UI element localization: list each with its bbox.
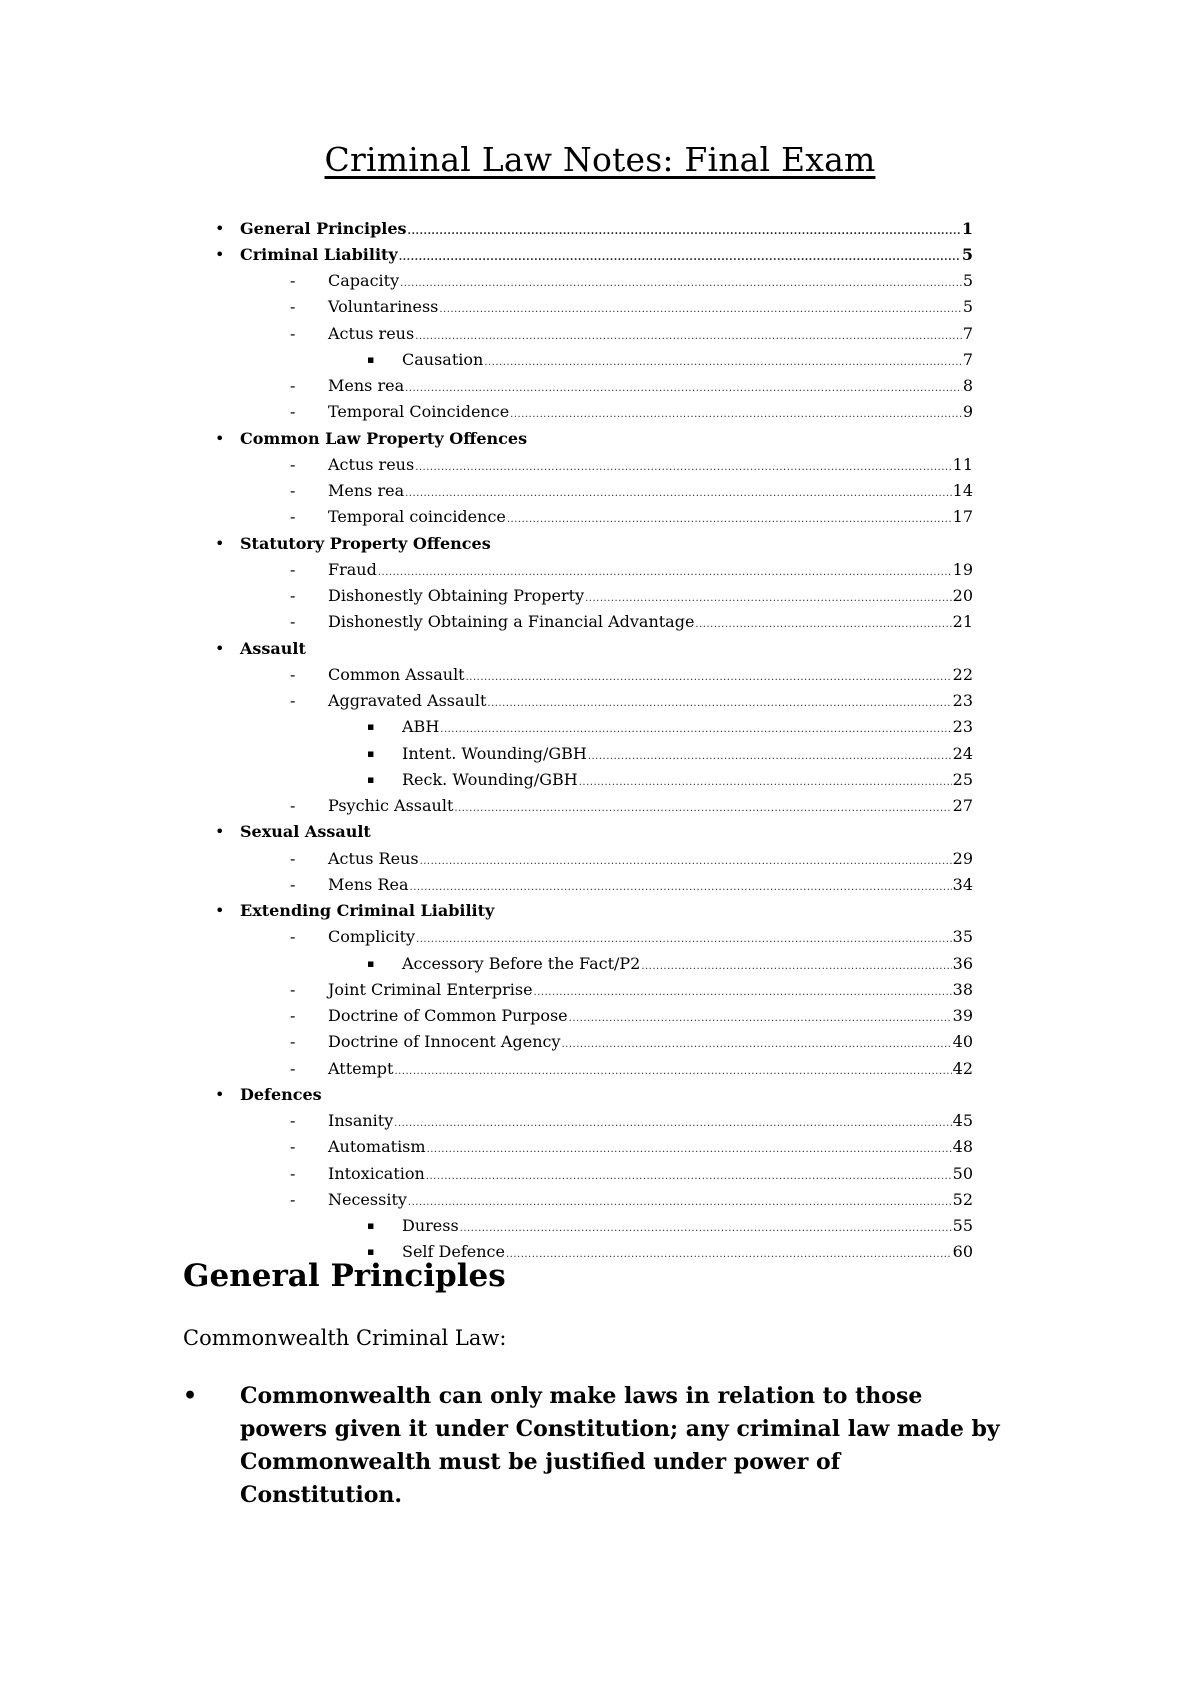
toc-page-number: 27: [952, 796, 973, 816]
toc-label: Doctrine of Common Purpose: [328, 1006, 568, 1026]
toc-entry: [402, 350, 973, 369]
toc-entry: [240, 245, 973, 264]
toc-subentry: [215, 583, 973, 609]
toc-entry: [240, 822, 973, 841]
toc-subsubentry: [215, 346, 973, 372]
toc-label: General Principles: [240, 218, 407, 238]
toc-heading-entry: [215, 1081, 973, 1107]
toc-marker: •: [215, 533, 225, 553]
toc-entry: [402, 1216, 973, 1235]
toc-dot-leader: [534, 987, 952, 998]
toc-label: Aggravated Assault: [328, 691, 487, 711]
toc-subentry: [215, 609, 973, 635]
toc-entry: [402, 744, 973, 763]
toc-page-number: 23: [952, 717, 973, 737]
toc-subentry: [215, 399, 973, 425]
toc-label: Fraud: [328, 559, 377, 579]
toc-subentry: [215, 556, 973, 582]
toc-entry: [328, 376, 973, 395]
toc-marker: ▪: [367, 772, 375, 786]
bullet-text: Commonwealth can only make laws in relation to those powers given it under Constitution; any criminal law made by Commonwealth must be justified under power of Constitution.: [240, 1383, 1000, 1508]
toc-label: Voluntariness: [328, 297, 439, 317]
toc-subentry: [215, 1003, 973, 1029]
toc-page-number: 25: [952, 769, 973, 789]
toc-dot-leader: [416, 934, 952, 945]
toc-marker: ▪: [367, 352, 375, 366]
toc-page-number: 24: [952, 743, 973, 763]
toc-entry: [328, 271, 973, 290]
toc-subentry: [215, 1160, 973, 1186]
toc-label: Statutory Property Offences: [240, 533, 491, 553]
section-heading: General Principles: [183, 1258, 506, 1294]
toc-label: Dishonestly Obtaining Property: [328, 586, 585, 606]
toc-marker: -: [290, 796, 296, 816]
toc-dot-leader: [408, 226, 961, 237]
toc-subentry: [215, 1186, 973, 1212]
toc-marker: -: [290, 271, 296, 291]
toc-heading-entry: [215, 241, 973, 267]
toc-heading-entry: [215, 635, 973, 661]
toc-dot-leader: [420, 856, 952, 867]
toc-label: Mens rea: [328, 376, 405, 396]
toc-label: Doctrine of Innocent Agency: [328, 1032, 561, 1052]
toc-page-number: 20: [952, 586, 973, 606]
toc-label: Intoxication: [328, 1163, 425, 1183]
toc-marker: -: [290, 402, 296, 422]
toc-page-number: 11: [952, 454, 973, 474]
toc-entry: [328, 324, 973, 343]
toc-page-number: 45: [952, 1111, 973, 1131]
toc-dot-leader: [415, 462, 951, 473]
toc-dot-leader: [569, 1013, 952, 1024]
toc-marker: •: [215, 244, 225, 264]
toc-entry: [328, 691, 973, 710]
toc-entry: [328, 849, 973, 868]
toc-entry: [328, 1032, 973, 1051]
toc-subentry: [215, 1108, 973, 1134]
toc-dot-leader: [408, 1197, 952, 1208]
toc-dot-leader: [405, 383, 962, 394]
toc-marker: -: [290, 1137, 296, 1157]
section-subheading: Commonwealth Criminal Law:: [183, 1326, 507, 1350]
toc-subentry: [215, 320, 973, 346]
toc-dot-leader: [427, 1144, 952, 1155]
toc-entry: [240, 219, 973, 238]
toc-dot-leader: [695, 619, 951, 630]
toc-label: Temporal coincidence: [328, 507, 506, 527]
toc-label: Causation: [402, 349, 484, 369]
toc-page-number: 9: [962, 402, 973, 422]
toc-label: Dishonestly Obtaining a Financial Advantage: [328, 612, 695, 632]
toc-label: Mens Rea: [328, 874, 409, 894]
toc-dot-leader: [399, 252, 961, 263]
toc-dot-leader: [466, 672, 952, 683]
toc-subentry: [215, 871, 973, 897]
toc-subsubentry: [215, 766, 973, 792]
toc-label: Defences: [240, 1084, 322, 1104]
toc-marker: ▪: [367, 1245, 375, 1259]
toc-dot-leader: [487, 698, 951, 709]
toc-marker: -: [290, 1111, 296, 1131]
toc-entry: [328, 927, 973, 946]
toc-label: Duress: [402, 1216, 459, 1236]
toc-label: Reck. Wounding/GBH: [402, 769, 578, 789]
toc-dot-leader: [484, 357, 961, 368]
toc-label: Sexual Assault: [240, 822, 371, 842]
toc-dot-leader: [394, 1118, 951, 1129]
toc-marker: -: [290, 1032, 296, 1052]
toc-page-number: 14: [952, 481, 973, 501]
toc-entry: [328, 1137, 973, 1156]
toc-subentry: [215, 976, 973, 1002]
toc-entry: [328, 665, 973, 684]
table-of-contents: [215, 215, 973, 1265]
toc-entry: [328, 455, 973, 474]
toc-dot-leader: [415, 331, 962, 342]
toc-page-number: 39: [952, 1006, 973, 1026]
toc-page-number: 8: [962, 376, 973, 396]
toc-entry: [328, 481, 973, 500]
toc-marker: -: [290, 481, 296, 501]
toc-entry: [402, 954, 973, 973]
toc-label: Self Defence: [402, 1242, 505, 1262]
toc-entry: [328, 875, 973, 894]
toc-entry: [328, 1059, 973, 1078]
toc-page-number: 7: [962, 349, 973, 369]
toc-page-number: 5: [961, 244, 973, 264]
toc-dot-leader: [562, 1039, 952, 1050]
toc-dot-leader: [579, 777, 952, 788]
toc-subsubentry: [215, 1213, 973, 1239]
toc-subsubentry: [215, 950, 973, 976]
toc-marker: -: [290, 1006, 296, 1026]
toc-entry: [402, 717, 973, 736]
toc-marker: -: [290, 612, 296, 632]
toc-marker: -: [290, 664, 296, 684]
toc-page-number: 1: [961, 218, 973, 238]
toc-page-number: 21: [952, 612, 973, 632]
toc-page-number: 23: [952, 691, 973, 711]
toc-subentry: [215, 294, 973, 320]
toc-entry: [328, 507, 973, 526]
toc-label: Common Law Property Offences: [240, 428, 528, 448]
toc-entry: [328, 1111, 973, 1130]
toc-subentry: [215, 924, 973, 950]
toc-dot-leader: [641, 961, 951, 972]
toc-marker: •: [215, 1084, 225, 1104]
toc-entry: [328, 1190, 973, 1209]
toc-page-number: 7: [962, 323, 973, 343]
toc-page-number: 19: [952, 559, 973, 579]
toc-marker: -: [290, 927, 296, 947]
toc-marker: -: [290, 1189, 296, 1209]
toc-entry: [240, 429, 973, 448]
toc-subsubentry: [215, 714, 973, 740]
toc-subentry: [215, 845, 973, 871]
toc-subentry: [215, 373, 973, 399]
toc-marker: -: [290, 1163, 296, 1183]
toc-marker: •: [215, 638, 225, 658]
toc-label: Psychic Assault: [328, 796, 454, 816]
toc-page-number: 40: [952, 1032, 973, 1052]
toc-subentry: [215, 478, 973, 504]
toc-label: Automatism: [328, 1137, 426, 1157]
toc-marker: ▪: [367, 720, 375, 734]
toc-page-number: 50: [952, 1163, 973, 1183]
toc-entry: [328, 612, 973, 631]
toc-marker: •: [215, 901, 225, 921]
toc-label: Extending Criminal Liability: [240, 901, 495, 921]
toc-label: Attempt: [328, 1058, 394, 1078]
toc-page-number: 60: [952, 1242, 973, 1262]
toc-heading-entry: [215, 215, 973, 241]
toc-dot-leader: [454, 803, 951, 814]
toc-marker: -: [290, 691, 296, 711]
toc-dot-leader: [405, 488, 952, 499]
toc-label: Intent. Wounding/GBH: [402, 743, 587, 763]
toc-marker: •: [215, 822, 225, 842]
toc-page-number: 55: [952, 1216, 973, 1236]
toc-marker: ▪: [367, 746, 375, 760]
toc-marker: -: [290, 559, 296, 579]
toc-subentry: [215, 661, 973, 687]
toc-marker: -: [290, 323, 296, 343]
toc-marker: -: [290, 874, 296, 894]
toc-subsubentry: [215, 740, 973, 766]
toc-marker: -: [290, 586, 296, 606]
toc-subentry: [215, 688, 973, 714]
toc-page-number: 22: [952, 664, 973, 684]
toc-dot-leader: [426, 1171, 952, 1182]
toc-subentry: [215, 793, 973, 819]
toc-entry: [328, 796, 973, 815]
toc-label: Joint Criminal Enterprise: [328, 979, 533, 999]
toc-label: Capacity: [328, 271, 400, 291]
toc-heading-entry: [215, 530, 973, 556]
bullet-marker: •: [183, 1383, 198, 1409]
toc-entry: [328, 560, 973, 579]
toc-marker: ▪: [367, 956, 375, 970]
toc-entry: [402, 770, 973, 789]
toc-entry: [240, 901, 973, 920]
toc-marker: -: [290, 507, 296, 527]
toc-dot-leader: [585, 593, 952, 604]
toc-entry: [240, 1085, 973, 1104]
toc-dot-leader: [510, 409, 962, 420]
toc-entry: [328, 1164, 973, 1183]
toc-marker: -: [290, 848, 296, 868]
toc-marker: •: [215, 218, 225, 238]
toc-label: Criminal Liability: [240, 244, 398, 264]
toc-label: ABH: [402, 717, 440, 737]
toc-page-number: 42: [952, 1058, 973, 1078]
toc-page-number: 5: [962, 271, 973, 291]
toc-entry: [328, 402, 973, 421]
toc-subentry: [215, 1055, 973, 1081]
toc-subentry: [215, 451, 973, 477]
toc-page-number: 34: [952, 874, 973, 894]
toc-dot-leader: [507, 514, 952, 525]
toc-subentry: [215, 268, 973, 294]
toc-entry: [328, 297, 973, 316]
toc-subentry: [215, 504, 973, 530]
toc-entry: [328, 1006, 973, 1025]
toc-label: Actus Reus: [328, 848, 419, 868]
toc-marker: ▪: [367, 1219, 375, 1233]
toc-page-number: 35: [952, 927, 973, 947]
toc-page-number: 52: [952, 1189, 973, 1209]
toc-page-number: 36: [952, 953, 973, 973]
toc-label: Actus reus: [328, 323, 415, 343]
toc-dot-leader: [440, 724, 951, 735]
toc-entry: [240, 639, 973, 658]
toc-dot-leader: [439, 304, 961, 315]
document-title: Criminal Law Notes: Final Exam: [324, 140, 876, 179]
toc-dot-leader: [378, 567, 952, 578]
toc-page-number: 48: [952, 1137, 973, 1157]
toc-dot-leader: [588, 751, 952, 762]
toc-marker: -: [290, 454, 296, 474]
toc-dot-leader: [460, 1223, 952, 1234]
body-bullet-item: [183, 1380, 1003, 1512]
toc-subentry: [215, 1029, 973, 1055]
toc-heading-entry: [215, 425, 973, 451]
toc-label: Mens rea: [328, 481, 405, 501]
toc-page-number: 29: [952, 848, 973, 868]
toc-page-number: 38: [952, 979, 973, 999]
toc-label: Accessory Before the Fact/P2: [402, 953, 641, 973]
toc-label: Complicity: [328, 927, 416, 947]
toc-dot-leader: [394, 1066, 951, 1077]
toc-marker: -: [290, 376, 296, 396]
toc-entry: [328, 980, 973, 999]
toc-label: Assault: [240, 638, 306, 658]
toc-label: Insanity: [328, 1111, 394, 1131]
toc-entry: [328, 586, 973, 605]
toc-label: Temporal Coincidence: [328, 402, 510, 422]
toc-label: Necessity: [328, 1189, 407, 1209]
toc-heading-entry: [215, 819, 973, 845]
toc-heading-entry: [215, 898, 973, 924]
toc-dot-leader: [410, 882, 952, 893]
toc-marker: -: [290, 979, 296, 999]
toc-dot-leader: [506, 1249, 952, 1260]
toc-entry: [240, 534, 973, 553]
toc-marker: •: [215, 428, 225, 448]
toc-marker: -: [290, 1058, 296, 1078]
toc-subentry: [215, 1134, 973, 1160]
toc-page-number: 5: [962, 297, 973, 317]
toc-marker: -: [290, 297, 296, 317]
toc-page-number: 17: [952, 507, 973, 527]
toc-label: Common Assault: [328, 664, 465, 684]
toc-label: Actus reus: [328, 454, 415, 474]
toc-dot-leader: [400, 278, 962, 289]
